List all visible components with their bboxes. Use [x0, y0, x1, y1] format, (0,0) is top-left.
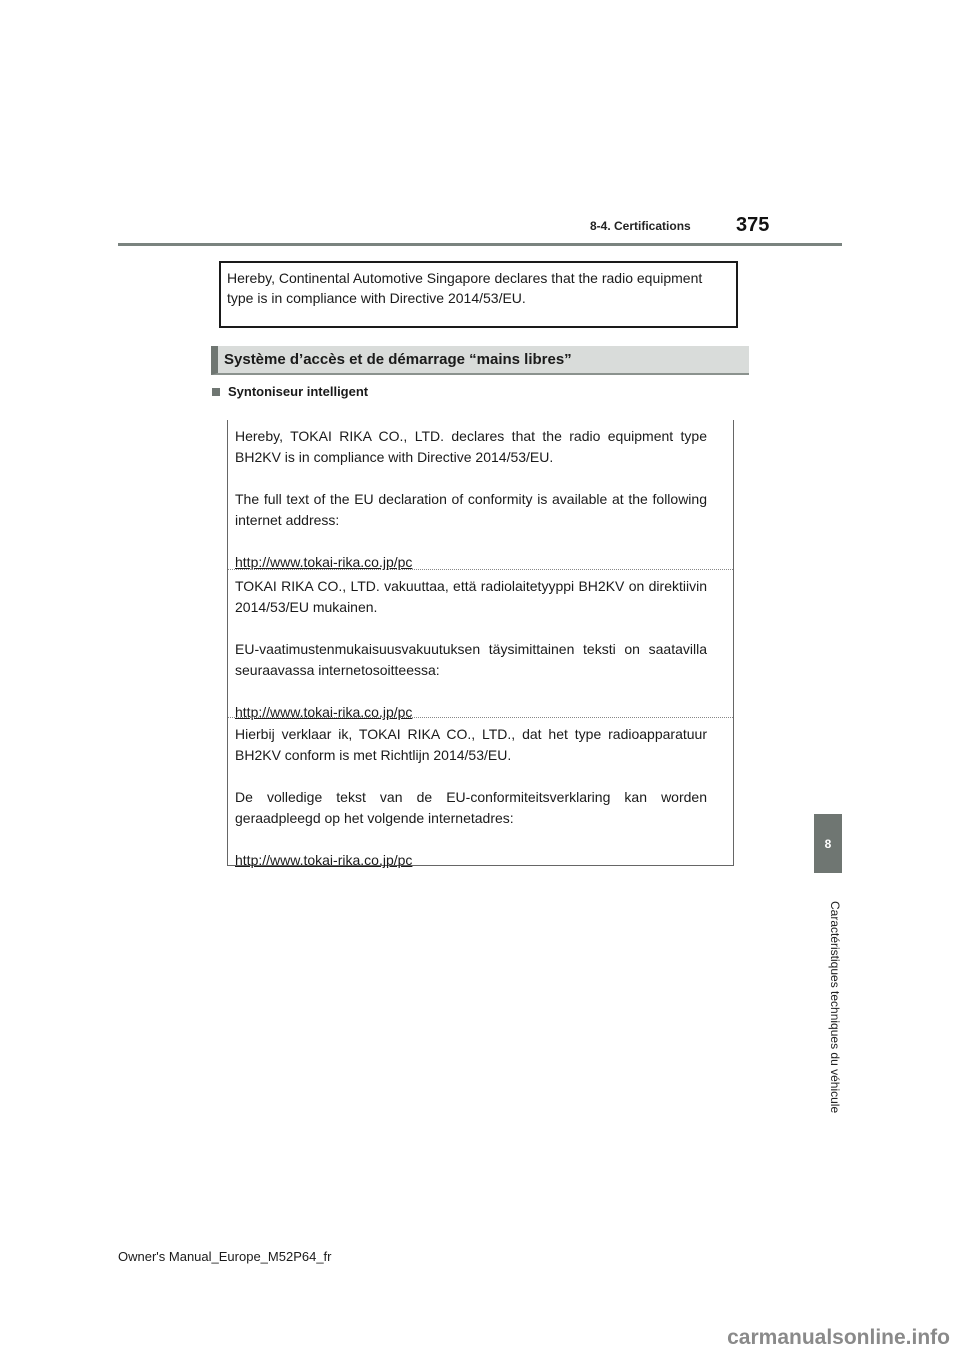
declaration-url-link[interactable]: http://www.tokai-rika.co.jp/pc [235, 852, 413, 868]
declaration-box-continental: Hereby, Continental Automotive Singapore declares that the radio equipment type is in compliance with Directive 2014/53/EU. [219, 261, 738, 328]
declaration-url-link[interactable]: http://www.tokai-rika.co.jp/pc [235, 554, 413, 570]
section-heading: Système d’accès et de démarrage “mains libres” [211, 346, 749, 375]
header-section-title: 8-4. Certifications [590, 219, 691, 233]
chapter-tab: 8 [814, 814, 842, 873]
compliance-table [227, 420, 734, 866]
availability-text: EU-vaatimustenmukaisuusvakuutuksen täysimittainen teksti on saatavilla seuraavassa internetosoitteessa: [235, 641, 707, 678]
availability-text: The full text of the EU declaration of conformity is available at the following internet address: [235, 491, 707, 528]
footer-manual-id: Owner's Manual_Europe_M52P64_fr [118, 1249, 332, 1264]
subheading-label: Syntoniseur intelligent [228, 384, 369, 399]
table-row-english [228, 420, 733, 569]
watermark: carmanualsonline.info [727, 1326, 950, 1349]
square-bullet-icon [212, 388, 220, 396]
declaration-text: Hierbij verklaar ik, TOKAI RIKA CO., LTD., dat het type radioapparatuur BH2KV conform is met Richtlijn 2014/53/EU. [235, 726, 707, 763]
declaration-url-link[interactable]: http://www.tokai-rika.co.jp/pc [235, 704, 413, 720]
declaration-text: Hereby, TOKAI RIKA CO., LTD. declares that the radio equipment type BH2KV is in compliance with Directive 2014/53/EU. [235, 428, 707, 465]
page-number: 375 [736, 214, 770, 236]
table-row-dutch [228, 717, 733, 868]
chapter-side-label: Caractéristiques techniques du véhicule [828, 900, 842, 1114]
availability-text: De volledige tekst van de EU-conformiteitsverklaring kan worden geraadpleegd op het volgende internetadres: [235, 789, 707, 826]
declaration-text: TOKAI RIKA CO., LTD. vakuuttaa, että radiolaitetyyppi BH2KV on direktiivin 2014/53/EU mukainen. [235, 578, 707, 615]
subheading [212, 384, 368, 399]
table-row-finnish [228, 569, 733, 720]
header-rule [118, 243, 842, 246]
